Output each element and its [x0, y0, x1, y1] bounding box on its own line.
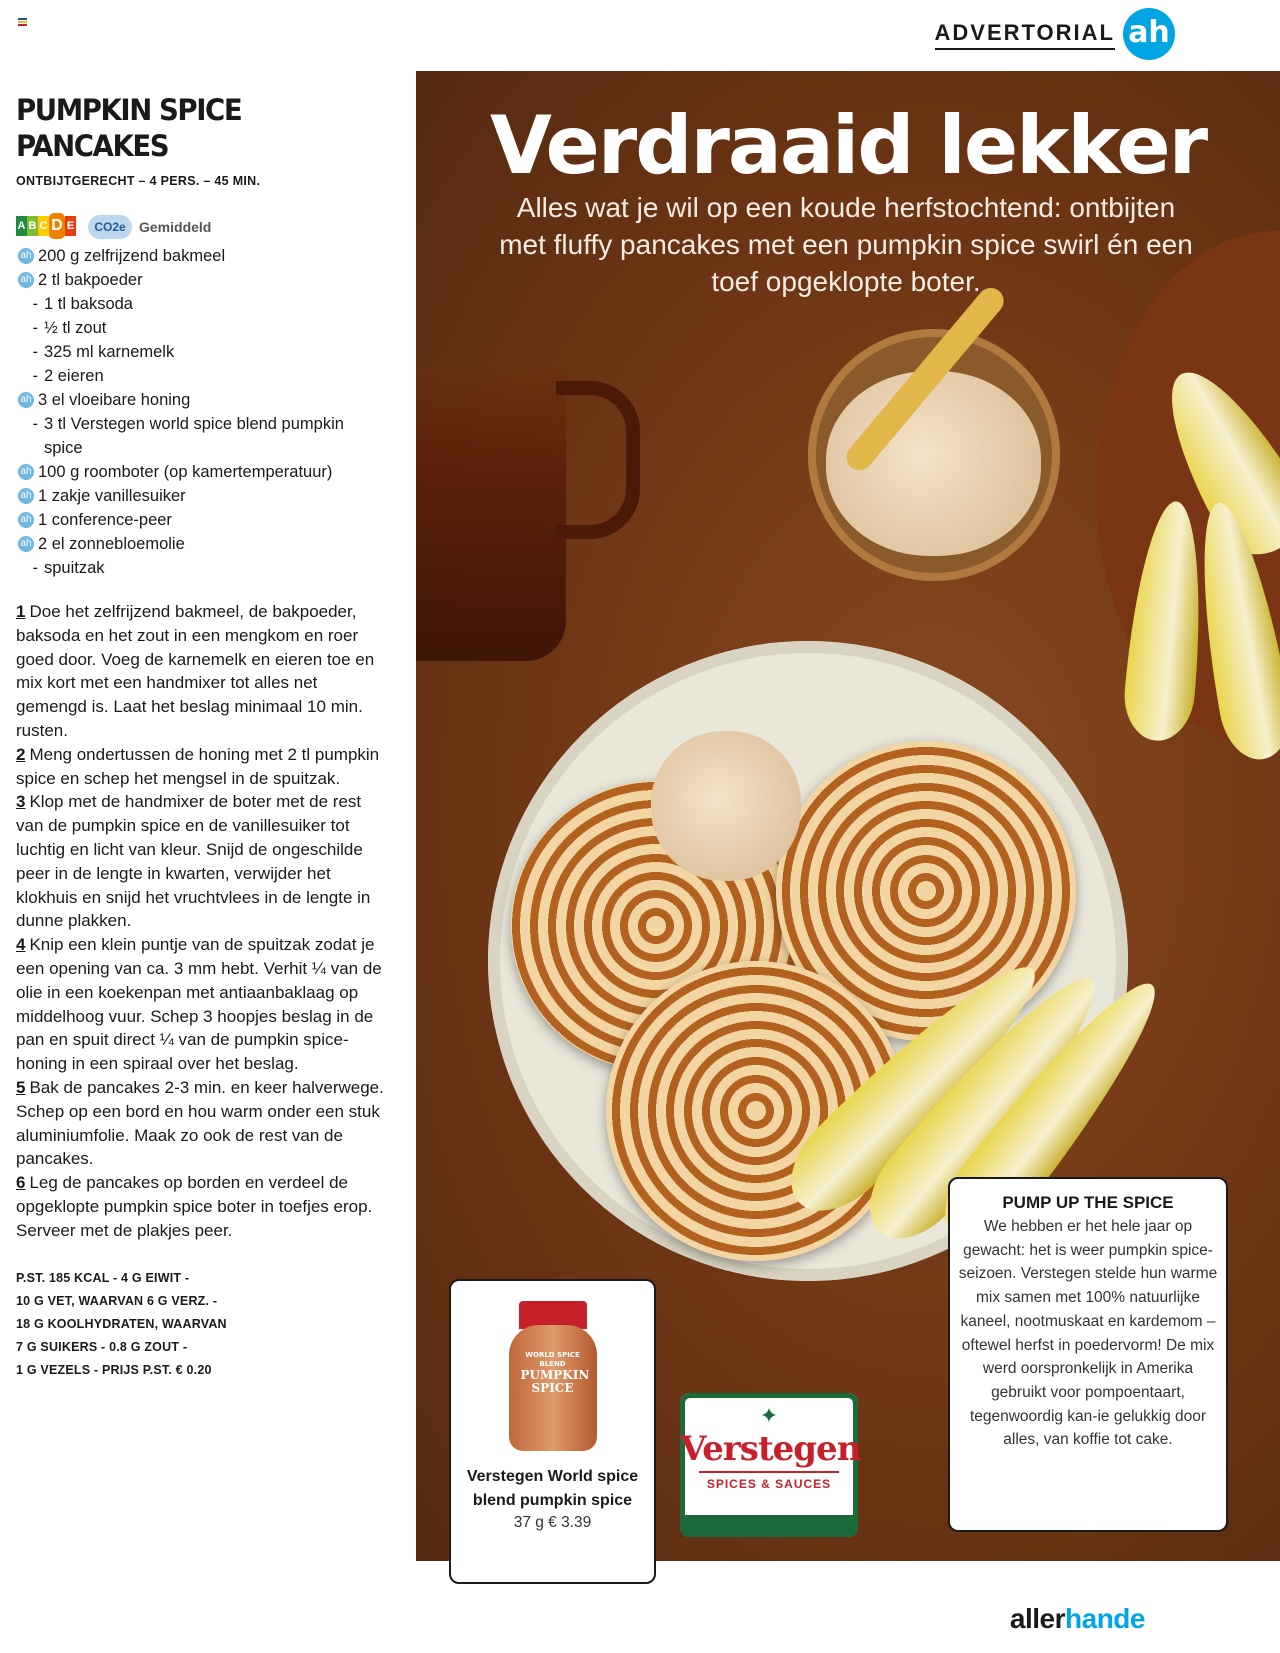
jar-label-top: WORLD SPICE BLEND — [525, 1351, 580, 1368]
step-text: Meng ondertussen de honing met 2 tl pumpkin spice en schep het mengsel in de spuitzak. — [16, 744, 380, 788]
recipe-step — [16, 790, 386, 933]
flag-stripe — [18, 18, 27, 20]
ingredient-list — [16, 244, 386, 580]
ingredient-item — [16, 508, 386, 532]
ah-icon: ah — [18, 392, 34, 408]
allerhande-logo — [1010, 1603, 1145, 1635]
ingredient-text: 1 tl baksoda — [44, 295, 133, 313]
dash-bullet: - — [32, 295, 38, 313]
step-number: 5 — [16, 1077, 26, 1097]
ingredient-item — [16, 268, 386, 292]
advertorial-label: ADVERTORIAL — [935, 20, 1116, 50]
product-card — [449, 1279, 656, 1584]
ingredient-item — [16, 388, 386, 412]
dash-bullet: - — [32, 343, 38, 361]
nutri-score-letter: B — [27, 216, 38, 236]
recipe-step — [16, 1171, 386, 1242]
ingredient-text: 325 ml karnemelk — [44, 343, 175, 361]
step-text: Knip een klein puntje van de spuitzak zodat je een opening van ca. 3 mm hebt. Verhit ¼ van de olie in een koekenpan met antiaanbaklaag op middelhoog vuur. Schep 3 hoopjes beslag in de pan en spuit direct ¼ van de pumpkin spice-honing in een spiraal over het beslag. — [16, 935, 382, 1074]
headline: Verdraaid lekker — [489, 99, 1207, 192]
flag-stripe — [18, 24, 27, 26]
nutrition-line: 18 G KOOLHYDRATEN, WAARVAN — [16, 1316, 227, 1331]
ingredient-item — [16, 292, 386, 316]
step-number: 6 — [16, 1173, 26, 1193]
nutri-score-badge — [16, 216, 76, 239]
ah-icon: ah — [18, 464, 34, 480]
recipe-meta: ONTBIJTGERECHT – 4 PERS. – 45 MIN. — [16, 174, 261, 188]
ah-icon: ah — [18, 488, 34, 504]
step-text: Leg de pancakes op borden en verdeel de opgeklopte pumpkin spice boter in toefjes erop. Serveer met de plakjes peer. — [16, 1173, 373, 1240]
jar-label-name: PUMPKIN SPICE — [520, 1368, 590, 1395]
ingredient-text: ½ tl zout — [44, 319, 107, 337]
verstegen-logo — [680, 1393, 861, 1537]
ingredient-item — [16, 532, 386, 556]
info-text: We hebben er het hele jaar op gewacht: het is weer pumpkin spice-seizoen. Verstegen stelde hun warme mix samen met 100% natuurlijke kaneel, nootmuskaat en kardemom – oftewel herfst in poedervorm! De mix werd oorspronkelijk in Amerika gebruikt voor pompoentaart, tegenwoordig kan-ie gelukkig door alles, van koffie tot cake. — [958, 1218, 1218, 1449]
nutrition-line: P.ST. 185 KCAL - 4 G EIWIT - — [16, 1270, 190, 1285]
tea-mug — [416, 371, 566, 661]
spice-jar-image — [509, 1301, 597, 1451]
mug-handle — [556, 381, 640, 539]
info-title: PUMP UP THE SPICE — [1002, 1193, 1174, 1212]
ingredient-text: 3 el vloeibare honing — [38, 391, 191, 409]
nutrition-info — [16, 1267, 386, 1382]
score-badges — [16, 214, 386, 240]
dash-bullet: - — [32, 415, 38, 433]
ingredient-text: 3 tl Verstegen world spice blend pumpkin spice — [44, 415, 344, 457]
info-box — [948, 1177, 1228, 1532]
recipe-column — [16, 92, 386, 1382]
recipe-step — [16, 743, 386, 791]
ingredient-text: 200 g zelfrijzend bakmeel — [38, 247, 226, 265]
ah-icon: ah — [18, 248, 34, 264]
figure-icon: ✦ — [759, 1403, 779, 1428]
ingredient-item — [16, 484, 386, 508]
nutri-score-letter: D — [49, 213, 65, 239]
recipe-step — [16, 933, 386, 1076]
ah-icon: ah — [18, 536, 34, 552]
ingredient-item — [16, 364, 386, 388]
nutri-score-letter: E — [65, 216, 76, 236]
ah-icon: ah — [18, 512, 34, 528]
verstegen-logo-tagline: SPICES & SAUCES — [699, 1471, 839, 1491]
brand-part-1: aller — [1009, 1603, 1066, 1634]
recipe-steps — [16, 600, 386, 1243]
dash-bullet: - — [32, 559, 38, 577]
nutri-score-letter: A — [16, 216, 27, 236]
ingredient-item — [16, 340, 386, 364]
albert-heijn-logo: ah — [1123, 8, 1175, 60]
ah-icon: ah — [18, 272, 34, 288]
co2-label: Gemiddeld — [139, 219, 212, 235]
flag-stripe — [18, 21, 27, 23]
nutri-score-letter: C — [38, 216, 49, 236]
step-number: 3 — [16, 792, 26, 812]
flag-icon — [18, 18, 27, 25]
ingredient-item — [16, 412, 386, 460]
ingredient-text: spuitzak — [44, 559, 105, 577]
step-text: Klop met de handmixer de boter met de rest van de pumpkin spice en de vanillesuiker tot luchtig en licht van kleur. Snijd de ongeschilde peer in de lengte in kwarten, verwijder het klokhuis en snijd het vruchtvlees in de lengte in dunne plakken. — [16, 792, 371, 931]
subtitle: Alles wat je wil op een koude herfstochtend: ontbijten met fluffy pancakes met een pumpkin spice swirl én een toef opgeklopte boter. — [499, 192, 1193, 297]
step-number: 4 — [16, 935, 26, 955]
verstegen-logo-name: Verstegen — [680, 1429, 861, 1469]
step-number: 1 — [16, 602, 26, 621]
ingredient-text: 2 tl bakpoeder — [38, 271, 143, 289]
nutrition-line: 7 G SUIKERS - 0.8 G ZOUT - — [16, 1339, 188, 1354]
dash-bullet: - — [32, 367, 38, 385]
product-name: Verstegen World spice blend pumpkin spice — [466, 1468, 639, 1509]
ingredient-text: 1 conference-peer — [38, 511, 172, 529]
step-text: Doe het zelfrijzend bakmeel, de bakpoeder, baksoda en het zout in een mengkom en roer goed door. Voeg de karnemelk en eieren toe en mix kort met een handmixer tot alles net gemengd is. Laat het beslag minimaal 10 min. rusten. — [16, 602, 375, 740]
ingredient-text: 1 zakje vanillesuiker — [38, 487, 186, 505]
step-text: Bak de pancakes 2-3 min. en keer halverwege. Schep op een bord en hou warm onder een stuk aluminiumfolie. Maak zo ook de rest van de pancakes. — [16, 1077, 384, 1169]
ingredient-text: 100 g roomboter (op kamertemperatuur) — [38, 463, 333, 481]
jar-label — [520, 1351, 590, 1395]
ingredient-item — [16, 460, 386, 484]
co2-badge: CO2e — [88, 215, 132, 239]
butter-dollop — [651, 731, 801, 881]
logo-band — [680, 1515, 858, 1537]
ingredient-item — [16, 556, 386, 580]
ingredient-text: 2 eieren — [44, 367, 104, 385]
step-number: 2 — [16, 744, 26, 764]
brand-part-2: hande — [1065, 1603, 1145, 1634]
ingredient-item — [16, 244, 386, 268]
ingredient-text: 2 el zonnebloemolie — [38, 535, 185, 553]
recipe-title: PUMPKIN SPICE PANCAKES — [16, 93, 242, 163]
product-price: 37 g € 3.39 — [513, 1514, 592, 1531]
recipe-step — [16, 1076, 386, 1171]
nutrition-line: 1 G VEZELS - PRIJS P.ST. € 0.20 — [16, 1362, 212, 1377]
dash-bullet: - — [32, 319, 38, 337]
nutrition-line: 10 G VET, WAARVAN 6 G VERZ. - — [16, 1293, 218, 1308]
ingredient-item — [16, 316, 386, 340]
recipe-step — [16, 600, 386, 743]
